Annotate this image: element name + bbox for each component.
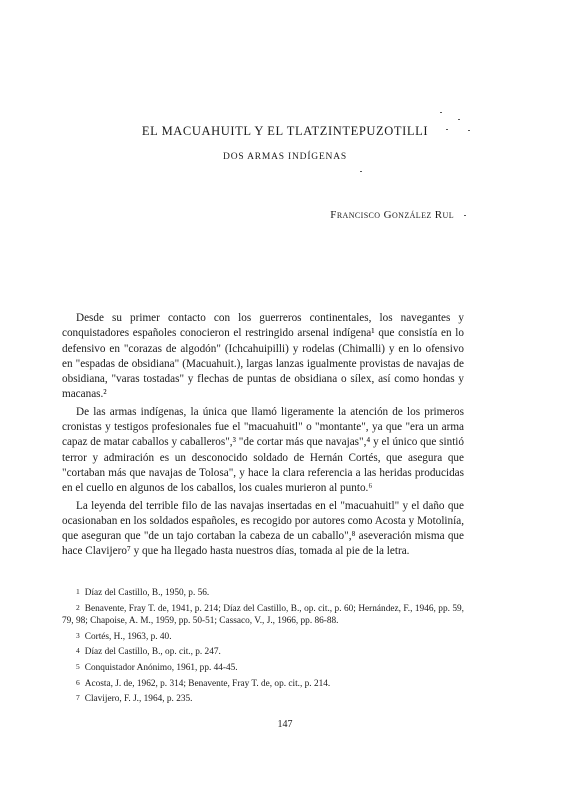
footnote-text: Clavijero, F. J., 1964, p. 235. <box>84 694 193 705</box>
footnote-text: Cortés, H., 1963, p. 40. <box>84 631 172 642</box>
footnote-number: 5 <box>76 661 80 671</box>
footnote <box>62 645 464 659</box>
footnote-text: Acosta, J. de, 1962, p. 314; Benavente, Fray T. de, op. cit., p. 214. <box>84 678 331 689</box>
article-subtitle: DOS ARMAS INDÍGENAS <box>223 152 347 162</box>
footnote-number: 4 <box>76 646 80 656</box>
footnotes <box>62 586 464 708</box>
body-paragraph: Desde su primer contacto con los guerreros continentales, los navegantes y conquistadores españoles conocieron el restringido arsenal indígena¹ que consistía en lo defensivo en "corazas de algodón" (Ichcahuipilli) y rodelas (Chimalli) y en lo ofensivo en "espadas de obsidiana" (Macuahuit.), largas lanzas igualmente provistas de navajas de obsidiana, "varas tostadas" y flechas de puntas de obsidiana o sílex, así como hondas y macanas.² <box>62 312 464 401</box>
footnote-text: Benavente, Fray T. de, 1941, p. 214; Díaz del Castillo, B., op. cit., p. 60; Hernández, F., 1946, pp. 59, 79, 98; Chapoise, A. M., 1959, pp. 50-51; Cassaco, V., J., 1966, pp. 86-88. <box>62 603 464 627</box>
footnote <box>62 602 464 628</box>
footnote <box>62 661 464 675</box>
scan-speck <box>360 171 362 172</box>
footnote-text: Díaz del Castillo, B., op. cit., p. 247. <box>84 647 221 658</box>
footnote-number: 7 <box>76 693 80 703</box>
footnote-text: Díaz del Castillo, B., 1950, p. 56. <box>84 588 210 598</box>
scan-speck <box>440 112 442 113</box>
footnote <box>62 586 464 600</box>
footnote-number: 6 <box>76 677 80 687</box>
page-number: 147 <box>277 719 293 730</box>
footnote <box>62 677 464 691</box>
footnote-text: Conquistador Anónimo, 1961, pp. 44-45. <box>84 662 238 673</box>
article-author: Francisco González Rul <box>330 209 454 221</box>
scan-speck <box>464 215 466 216</box>
footnote <box>62 692 464 706</box>
scan-speck <box>446 129 448 130</box>
footnote-number: 1 <box>76 587 80 596</box>
article-title: EL MACUAHUITL Y EL TLATZINTEPUZOTILLI <box>141 124 429 138</box>
article-body <box>62 311 464 562</box>
footnote-number: 2 <box>76 602 80 612</box>
scan-speck <box>468 130 470 131</box>
body-paragraph: La leyenda del terrible filo de las navajas insertadas en el "macuahuitl" y el daño que ocasionaban en los soldados españoles, es recogido por autores como Acosta y Motolinía, que aseguran que "de un tajo cortaban la cabeza de un caballo",⁸ aseveración misma que hace Clavijero⁷ y que ha llegado hasta nuestros días, tomada al pie de la letra. <box>62 499 464 558</box>
footnote <box>62 630 464 644</box>
body-paragraph: De las armas indígenas, la única que llamó ligeramente la atención de los primeros cronistas y testigos profesionales fue el "macuahuitl" o "montante", ya que "era un arma capaz de matar caballos y caballeros",³ "de cortar más que navajas",⁴ y el único que sintió terror y admiración es un desconocido soldado de Hernán Cortés, que asegura que "cortaban más que navajas de Tolosa", y hace la clara referencia a las heridas producidas en el cuello en algunos de los caballos, los cuales murieron al punto.⁶ <box>62 405 464 495</box>
footnote-number: 3 <box>76 630 80 640</box>
scan-speck <box>458 119 460 120</box>
